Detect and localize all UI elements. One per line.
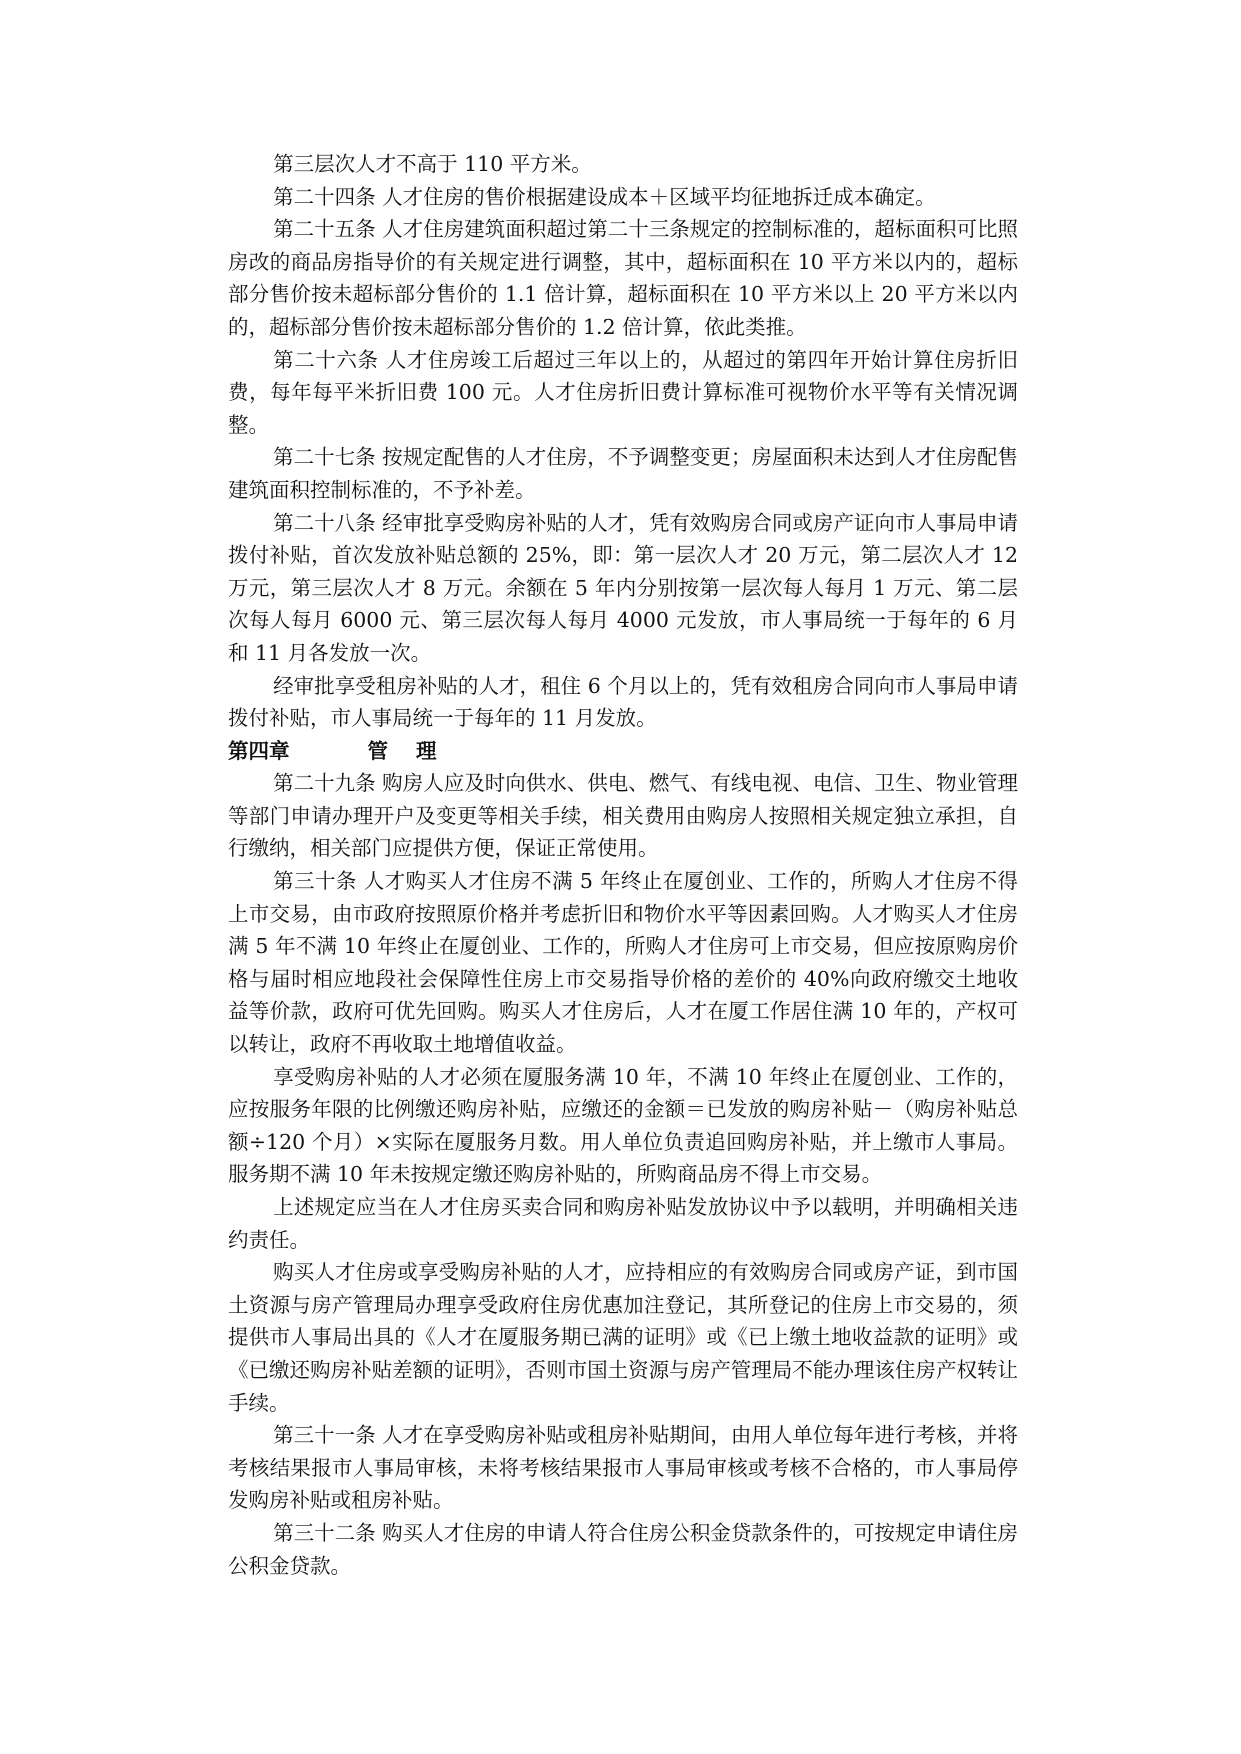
- paragraph-article-29: 第二十九条 购房人应及时向供水、供电、燃气、有线电视、电信、卫生、物业管理等部门申请办理开户及变更等相关手续，相关费用由购房人按照相关规定独立承担，自行缴纳，相关部门应提供方便，保证正常使用。: [228, 771, 1018, 861]
- paragraph-article-26: 第二十六条 人才住房竣工后超过三年以上的，从超过的第四年开始计算住房折旧费，每年每平米折旧费 100 元。人才住房折旧费计算标准可视物价水平等有关情况调整。: [228, 347, 1018, 437]
- chapter-title-char-1: 管: [367, 738, 388, 763]
- chapter-number: 第四章: [228, 738, 290, 763]
- paragraph-rent-subsidy: 经审批享受租房补贴的人才，租住 6 个月以上的，凭有效租房合同向市人事局申请拨付补贴，市人事局统一于每年的 11 月发放。: [228, 673, 1018, 731]
- paragraph-registration: 购买人才住房或享受购房补贴的人才，应持相应的有效购房合同或房产证，到市国土资源与房产管理局办理享受政府住房优惠加注登记，其所登记的住房上市交易的，须提供市人事局出具的《人才在厦服务期已满的证明》或《已上缴土地收益款的证明》或《已缴还购房补贴差额的证明》，否则市国土资源与房产管理局不能办理该住房产权转让手续。: [228, 1260, 1018, 1415]
- chapter-heading: [228, 735, 1018, 768]
- paragraph-article-27: 第二十七条 按规定配售的人才住房，不予调整变更；房屋面积未达到人才住房配售建筑面积控制标准的，不予补差。: [228, 445, 1018, 502]
- paragraph-purchase-subsidy-service: 享受购房补贴的人才必须在厦服务满 10 年，不满 10 年终止在厦创业、工作的，应按服务年限的比例缴还购房补贴，应缴还的金额＝已发放的购房补贴－（购房补贴总额÷120 个月）×实际在厦服务月数。用人单位负责追回购房补贴，并上缴市人事局。服务期不满 10 年未按规定缴还购房补贴的，所购商品房不得上市交易。: [228, 1064, 1018, 1187]
- document-body: [228, 148, 1018, 1582]
- paragraph-article-24: 第二十四条 人才住房的售价根据建设成本＋区域平均征地拆迁成本确定。: [273, 184, 936, 209]
- paragraph-article-25: 第二十五条 人才住房建筑面积超过第二十三条规定的控制标准的，超标面积可比照房改的商品房指导价的有关规定进行调整，其中，超标面积在 10 平方米以内的，超标部分售价按未超标部分售价的 1.1 倍计算，超标面积在 10 平方米以上 20 平方米以内的，超标部分售价按未超标部分售价的 1.2 倍计算，依此类推。: [228, 217, 1018, 339]
- paragraph-area-limit: 第三层次人才不高于 110 平方米。: [273, 152, 592, 176]
- paragraph-article-28: 第二十八条 经审批享受购房补贴的人才，凭有效购房合同或房产证向市人事局申请拨付补贴，首次发放补贴总额的 25%，即：第一层次人才 20 万元，第二层次人才 12 万元，第三层次人才 8 万元。余额在 5 年内分别按第一层次每人每月 1 万元、第二层次每人每月 6000 元、第三层次每人每月 4000 元发放，市人事局统一于每年的 6 月和 11 月各发放一次。: [228, 510, 1018, 665]
- paragraph-article-31: 第三十一条 人才在享受购房补贴或租房补贴期间，由用人单位每年进行考核，并将考核结果报市人事局审核，未将考核结果报市人事局审核或考核不合格的，市人事局停发购房补贴或租房补贴。: [228, 1423, 1018, 1513]
- paragraph-article-30: 第三十条 人才购买人才住房不满 5 年终止在厦创业、工作的，所购人才住房不得上市交易，由市政府按照原价格并考虑折旧和物价水平等因素回购。人才购买人才住房满 5 年不满 10 年终止在厦创业、工作的，所购人才住房可上市交易，但应按原购房价格与届时相应地段社会保障性住房上市交易指导价格的差价的 40%向政府缴交土地收益等价款，政府可优先回购。购买人才住房后，人才在厦工作居住满 10 年的，产权可以转让，政府不再收取土地增值收益。: [228, 869, 1018, 1057]
- paragraph-contract-clause: 上述规定应当在人才住房买卖合同和购房补贴发放协议中予以载明，并明确相关违约责任。: [228, 1195, 1018, 1252]
- paragraph-article-32: 第三十二条 购买人才住房的申请人符合住房公积金贷款条件的，可按规定申请住房公积金贷款。: [228, 1520, 1018, 1578]
- chapter-title-char-2: 理: [416, 738, 437, 763]
